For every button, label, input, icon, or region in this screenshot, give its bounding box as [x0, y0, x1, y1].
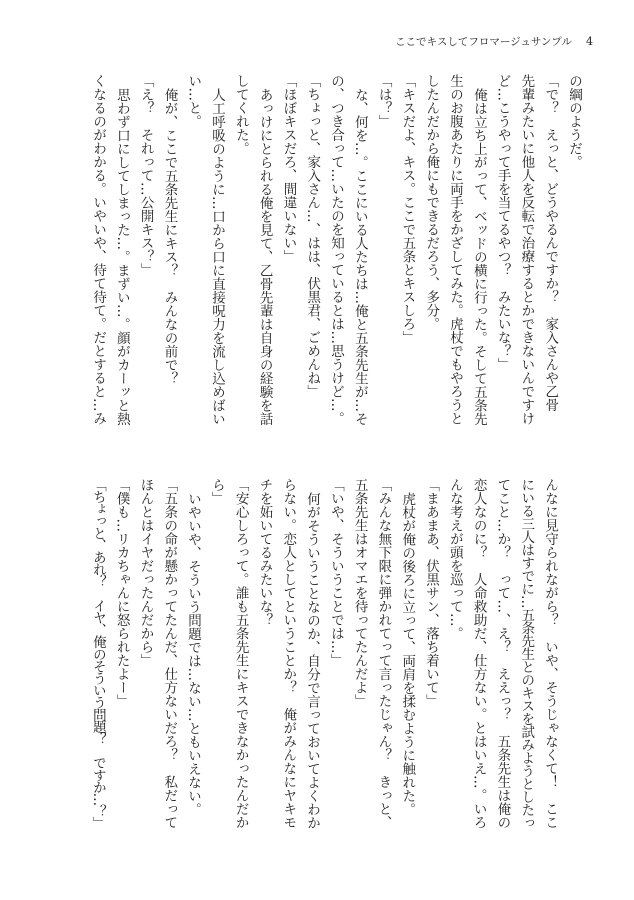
- text-line: 「僕も…リカちゃんに怒られたよー」: [113, 478, 130, 708]
- text-line: 「みんな無下限に弾かれてって言ったじゃん？ きっと、: [375, 478, 392, 829]
- text-line: したんだから俺にもできるだろう、多分。: [423, 74, 440, 331]
- text-line: 俺は立ち上がって、ベッドの横に行った。そして五条先: [470, 87, 487, 425]
- running-head-title: ここでキスしてフロマージュサンプル: [395, 36, 572, 48]
- text-line: の、つき合って…いたのを知っているとは…思うけど…。: [328, 74, 345, 425]
- text-line: 「え？ それって…公開キス？」: [137, 74, 154, 277]
- text-line: 「いや、そういうことでは…」: [327, 478, 344, 667]
- text-line: の綱のようだ。: [566, 74, 582, 169]
- text-line: あっけにとられる俺を見て、乙骨先輩は自身の経験を話: [256, 87, 273, 425]
- page-number: 4: [586, 35, 593, 48]
- text-line: らない。恋人としてということか？ 俺がみんなにヤキモ: [280, 478, 297, 829]
- text-line: ほんとはイヤだったんだから」: [137, 478, 154, 667]
- text-line: にいる三人はすでに…五条先生とのキスを試みようとしたっ: [518, 478, 535, 829]
- text-line: 何がそういうことなのか、自分で言っておいてよくわか: [304, 491, 321, 829]
- text-line: 虎杖が俺の後ろに立って、両肩を揉むように触れた。: [399, 491, 416, 816]
- lower-text-tier: [85, 478, 561, 830]
- text-line: い…と。: [185, 74, 202, 128]
- text-line: 「ちょっと、家入さん…、はは、伏黒君、ごめんね」: [304, 74, 321, 398]
- text-line: 「ほぼキスだろ、間違いない」: [280, 74, 297, 263]
- text-line: な、何を…。ここにいる人たちは…俺と五条先生が…そ: [351, 87, 368, 425]
- text-line: 先輩みたいに他人を反転で治療するとかできないんですけ: [518, 74, 535, 425]
- text-line: 五条先生はオマエを待ってたんだよ」: [351, 478, 368, 708]
- text-line: 人工呼吸のように…口から口に直接呪力を流し込めばい: [209, 87, 226, 425]
- text-line: 生のお腹あたりに両手をかざしてみた。虎杖でもやろうと: [447, 74, 464, 425]
- text-line: てこと…か？ って…、え？ ええっ？ 五条先生は俺の: [494, 478, 511, 829]
- text-line: 「五条の命が懸かってたんだ、仕方ないだろ？ 私だって: [161, 478, 178, 829]
- text-line: 「で？ えっと、どうやるんですか？ 家入さんや乙骨: [542, 74, 559, 412]
- text-line: ど…こうやって手を当てるやつ？ みたいな？」: [494, 74, 511, 371]
- text-line: 「安心しろって。誰も五条先生にキスできなかったんだか: [232, 478, 249, 829]
- text-line: んなに見守られながら？ いや、そうじゃなくて！ ここ: [542, 478, 558, 829]
- text-line: 「まあまあ、伏黒サン、落ち着いて」: [423, 478, 440, 708]
- text-line: 恋人なのに？ 人命救助だ、仕方ない。とはいえ…。いろ: [470, 478, 487, 829]
- text-line: いやいや、そういう問題では…ない…ともいえない。: [185, 491, 202, 816]
- text-line: んな考えが頭を巡って…。: [446, 478, 463, 640]
- upper-text-tier: [85, 74, 585, 426]
- text-line: 「キスだよ、キス。ここで五条とキスしろ」: [399, 74, 416, 344]
- text-line: 「は？」: [375, 74, 392, 128]
- text-line: 思わず口にしてしまった…。まずい…。顔がカーッと熱: [113, 87, 130, 425]
- text-line: してくれた。: [232, 74, 249, 155]
- text-line: 俺が、ここで五条先生にキス？ みんなの前で？: [161, 87, 178, 385]
- text-line: 「ちょっと、あれ？ イヤ、俺のそういう問題？ ですか…？」: [89, 478, 106, 829]
- text-line: ら」: [208, 478, 225, 505]
- text-line: チを妬いてるみたいな？: [256, 478, 273, 627]
- text-line: くなるのがわかる。いやいや、待て待て。だとすると…み: [90, 74, 107, 425]
